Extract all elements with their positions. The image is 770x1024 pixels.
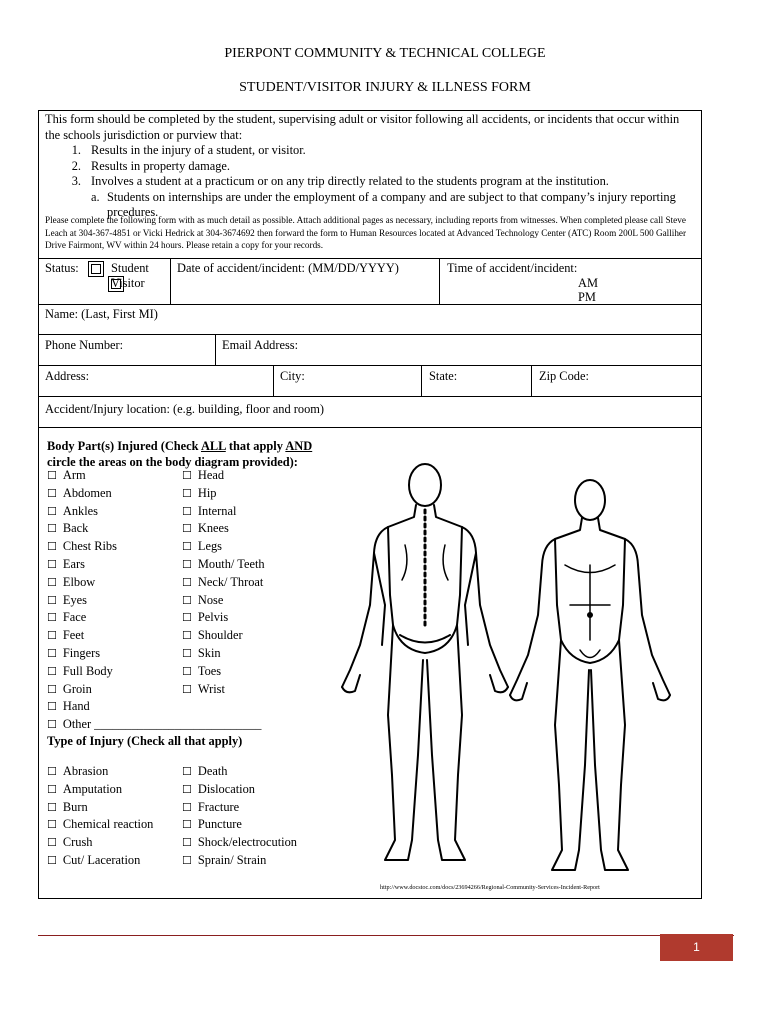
checkbox-label: Elbow: [62, 574, 96, 589]
intro-list: [45, 143, 695, 190]
checkbox-icon[interactable]: ☐: [182, 504, 192, 518]
checkbox-item[interactable]: [47, 799, 153, 817]
checkbox-label: Head: [197, 468, 225, 482]
checkbox-label: Skin: [197, 645, 221, 660]
checkbox-icon[interactable]: ☐: [182, 486, 192, 500]
body-parts-title: Body Part(s) Injured (Check ALL that apply AND circle the areas on the body diagram provided):: [47, 439, 313, 469]
checkbox-icon[interactable]: ☐: [47, 611, 57, 625]
checkbox-label: Knees: [197, 521, 229, 536]
checkbox-icon[interactable]: ☐: [47, 818, 57, 832]
checkbox-item[interactable]: [47, 816, 153, 834]
checkbox-label: Pelvis: [197, 610, 229, 625]
checkbox-item[interactable]: [182, 627, 265, 645]
checkbox-item[interactable]: [182, 834, 297, 852]
checkbox-label: Cut/ Laceration: [62, 852, 141, 867]
body-parts-col2: [182, 467, 265, 698]
intro-paragraph: This form should be completed by the student, supervising adult or visitor following all accidents, or incidents that occur within the schools jurisdiction or purview that:: [45, 112, 680, 142]
checkbox-icon[interactable]: ☐: [47, 682, 57, 696]
checkbox-item[interactable]: [182, 520, 265, 538]
checkbox-item[interactable]: [182, 538, 265, 556]
status-label: Status:: [45, 261, 79, 275]
checkbox-label: Chest Ribs: [62, 539, 117, 554]
checkbox-item[interactable]: [182, 467, 265, 485]
checkbox-label: Fingers: [62, 645, 101, 660]
checkbox-label: Other ___________________________: [62, 717, 262, 732]
checkbox-icon[interactable]: ☐: [47, 469, 57, 482]
intro-section: [45, 112, 695, 221]
checkbox-label: Ankles: [62, 503, 98, 518]
checkbox-item[interactable]: [182, 609, 265, 627]
body-diagram[interactable]: [330, 455, 690, 880]
grid-line: [170, 258, 171, 304]
checkbox-icon[interactable]: ☐: [47, 700, 57, 714]
state-field-label[interactable]: State:: [429, 369, 458, 383]
status-student-label: Student: [111, 261, 149, 275]
checkbox-icon[interactable]: ☐: [182, 853, 192, 867]
checkbox-item[interactable]: [182, 556, 265, 574]
checkbox-label: Back: [62, 521, 89, 536]
checkbox-icon[interactable]: ☐: [182, 593, 192, 607]
checkbox-label: Arm: [62, 468, 86, 482]
front-view-figure[interactable]: [510, 480, 670, 870]
injury-types-col2: [182, 763, 297, 870]
checkbox-label: Burn: [62, 799, 88, 814]
college-name: PIERPONT COMMUNITY & TECHNICAL COLLEGE: [224, 46, 546, 61]
checkbox-icon[interactable]: ☐: [47, 836, 57, 850]
checkbox-item[interactable]: [182, 592, 265, 610]
checkbox-icon[interactable]: ☐: [182, 765, 192, 778]
checkbox-label: Mouth/ Teeth: [197, 556, 265, 571]
grid-line: [531, 365, 532, 396]
checkbox-item[interactable]: [182, 763, 297, 781]
checkbox-icon[interactable]: ☐: [47, 853, 57, 867]
grid-line: [421, 365, 422, 396]
checkbox-icon[interactable]: ☐: [47, 718, 57, 732]
checkbox-icon[interactable]: ☐: [47, 575, 57, 589]
checkbox-icon[interactable]: ☐: [47, 522, 57, 536]
checkbox-icon[interactable]: ☐: [47, 629, 57, 643]
checkbox-icon[interactable]: ☐: [47, 765, 57, 778]
checkbox-icon[interactable]: ☐: [47, 664, 57, 678]
checkbox-label: Fracture: [197, 799, 240, 814]
checkbox-label: Wrist: [197, 681, 225, 696]
grid-line: [439, 258, 440, 304]
checkbox-icon[interactable]: ☐: [182, 646, 192, 660]
checkbox-label: Ears: [62, 556, 85, 571]
grid-line: [38, 396, 702, 397]
checkbox-item[interactable]: [47, 763, 153, 781]
checkbox-item[interactable]: [47, 698, 261, 716]
checkbox-item[interactable]: [182, 816, 297, 834]
am-label[interactable]: AM: [578, 276, 598, 290]
checkbox-icon[interactable]: ☐: [182, 818, 192, 832]
phone-field-label[interactable]: Phone Number:: [45, 338, 124, 352]
checkbox-label: Hand: [62, 699, 90, 714]
footer-divider: [38, 935, 734, 936]
checkbox-item[interactable]: [182, 781, 297, 799]
injury-types-col1: [47, 763, 153, 870]
checkbox-icon[interactable]: ☐: [182, 782, 192, 796]
checkbox-icon[interactable]: ☐: [47, 504, 57, 518]
checkbox-label: Eyes: [62, 592, 87, 607]
checkbox-icon[interactable]: ☐: [182, 682, 192, 696]
instructions-note: Please complete the following form with as much detail as possible. Attach additional pages as necessary, including reports from witnesses. When completed please call Steve Leach at 304-367-4851 or Vicki Hedrick at 304-3674692 then forward the form to Human Resources located at Advanced Technology Center (ATC) Room 200L 500 Galliher Drive Fairmont, WV within 24 hours. Please retain a copy for your records.: [45, 215, 687, 251]
checkbox-icon[interactable]: ☐: [182, 469, 192, 482]
list-item: 3. Involves a student at a practicum or on any trip directly related to the students program at the institution.: [71, 174, 609, 188]
checkbox-item[interactable]: [182, 799, 297, 817]
zip-field-label[interactable]: Zip Code:: [539, 369, 589, 383]
checkbox-label: Feet: [62, 628, 85, 643]
checkbox-label: Shock/electrocution: [197, 835, 297, 850]
checkbox-item[interactable]: [47, 716, 261, 734]
address-field-label[interactable]: Address:: [45, 369, 90, 383]
checkbox-icon[interactable]: ☐: [182, 522, 192, 536]
name-field-label[interactable]: Name: (Last, First MI): [45, 307, 158, 321]
checkbox-icon[interactable]: ☐: [47, 557, 57, 571]
checkbox-icon[interactable]: ☐: [182, 540, 192, 554]
checkbox-label: Internal: [197, 503, 237, 518]
sub-list-item: a. Students on internships are under the employment of a company and are subject to that company’s injury reporting prcedures.: [91, 189, 676, 219]
checkbox-label: Neck/ Throat: [197, 574, 264, 589]
list-item: 2. Results in property damage.: [71, 158, 231, 173]
checkbox-label: Nose: [197, 592, 224, 607]
checkbox-icon[interactable]: ☐: [182, 575, 192, 589]
checkbox-item[interactable]: [182, 574, 265, 592]
list-item: 1. Results in the injury of a student, or visitor.: [71, 143, 306, 157]
injury-types-title: Type of Injury (Check all that apply): [47, 734, 243, 748]
status-visitor-label: Visitor: [111, 276, 145, 290]
checkbox-label: Puncture: [197, 817, 242, 832]
grid-line: [38, 334, 702, 335]
checkbox-label: Dislocation: [197, 781, 256, 796]
checkbox-icon[interactable]: ☐: [182, 611, 192, 625]
checkbox-item[interactable]: [182, 503, 265, 521]
city-field-label[interactable]: City:: [280, 369, 305, 383]
checkbox-item[interactable]: [182, 852, 297, 870]
checkbox-icon[interactable]: ☐: [182, 557, 192, 571]
checkbox-icon[interactable]: ☐: [47, 782, 57, 796]
checkbox-item[interactable]: [47, 852, 153, 870]
checkbox-label: Amputation: [62, 781, 123, 796]
status-student-checkbox[interactable]: [88, 261, 104, 277]
source-url[interactable]: http://www.docstoc.com/docs/23694266/Regional-Community-Services-Incident-Report: [380, 884, 600, 891]
checkbox-label: Shoulder: [197, 628, 243, 643]
grid-line: [38, 304, 702, 305]
checkbox-label: Toes: [197, 663, 222, 678]
checkbox-icon[interactable]: ☐: [47, 486, 57, 500]
pm-label[interactable]: PM: [578, 290, 596, 304]
time-field-label[interactable]: Time of accident/incident:: [447, 261, 578, 275]
grid-line: [215, 334, 216, 365]
checkbox-label: Abdomen: [62, 485, 112, 500]
checkbox-label: Hip: [197, 485, 217, 500]
checkbox-label: Face: [62, 610, 87, 625]
checkbox-icon[interactable]: ☐: [182, 629, 192, 643]
checkbox-label: Crush: [62, 835, 93, 850]
back-view-figure[interactable]: [342, 464, 508, 860]
checkbox-icon[interactable]: ☐: [182, 836, 192, 850]
checkbox-icon[interactable]: ☐: [47, 800, 57, 814]
checkbox-label: Groin: [62, 681, 92, 696]
grid-line: [273, 365, 274, 396]
checkbox-icon[interactable]: ☐: [182, 664, 192, 678]
checkbox-label: Abrasion: [62, 764, 109, 778]
checkbox-icon[interactable]: ☐: [47, 646, 57, 660]
checkbox-label: Death: [197, 764, 228, 778]
checkbox-label: Full Body: [62, 663, 113, 678]
checkbox-label: Sprain/ Strain: [197, 852, 267, 867]
checkbox-item[interactable]: [182, 681, 265, 699]
checkbox-item[interactable]: [47, 781, 153, 799]
grid-line: [38, 365, 702, 366]
page-number: 1: [660, 934, 733, 961]
checkbox-icon[interactable]: ☐: [47, 540, 57, 554]
checkbox-item[interactable]: [182, 663, 265, 681]
checkbox-item[interactable]: [47, 834, 153, 852]
checkbox-item[interactable]: [182, 485, 265, 503]
checkbox-label: Chemical reaction: [62, 817, 154, 832]
email-field-label[interactable]: Email Address:: [222, 338, 299, 352]
grid-line: [38, 427, 702, 428]
checkbox-label: Legs: [197, 539, 222, 554]
checkbox-icon[interactable]: ☐: [182, 800, 192, 814]
checkbox-icon[interactable]: ☐: [47, 593, 57, 607]
checkbox-item[interactable]: [182, 645, 265, 663]
grid-line: [38, 258, 702, 259]
location-field-label[interactable]: Accident/Injury location: (e.g. building, floor and room): [45, 402, 325, 416]
form-title: STUDENT/VISITOR INJURY & ILLNESS FORM: [239, 80, 531, 95]
date-field-label[interactable]: Date of accident/incident: (MM/DD/YYYY): [177, 261, 399, 275]
